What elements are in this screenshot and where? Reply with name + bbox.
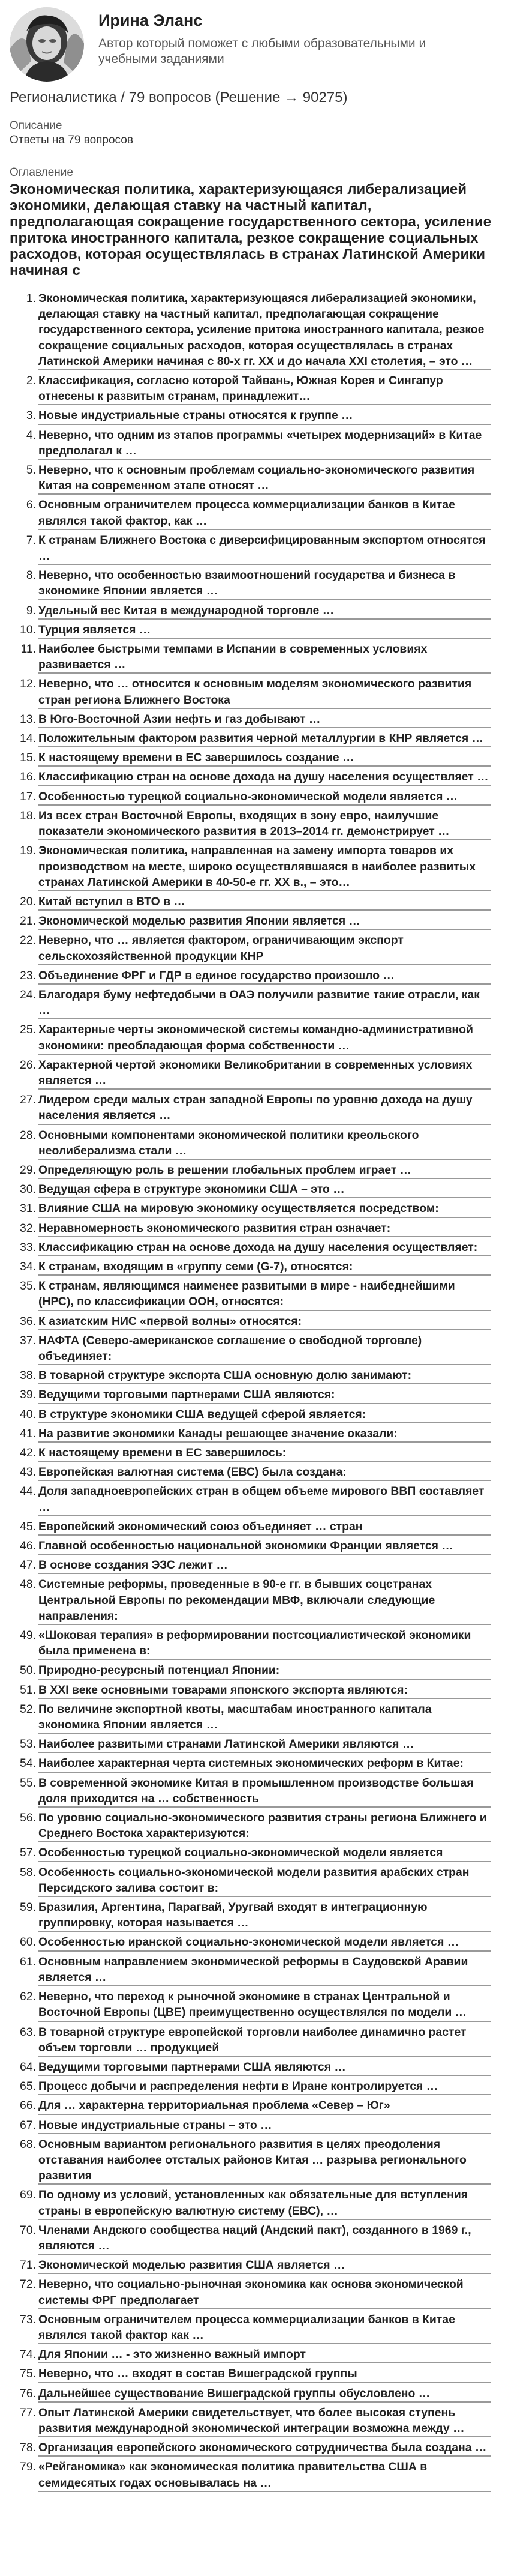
question-item[interactable] (20, 1201, 491, 1217)
question-link[interactable]: К странам, являющимся наименее развитыми в мире - наибеднейшими (НРС), по классификации ООН, относятся: (38, 1278, 491, 1311)
author-name[interactable]: Ирина Эланс (98, 11, 203, 29)
question-number: 58. (20, 1865, 36, 1879)
question-item[interactable] (20, 1445, 491, 1462)
question-number: 44. (20, 1485, 36, 1498)
question-link[interactable]: Неверно, что к основным проблемам социально-экономического развития Китая на современном этапе относят … (38, 462, 491, 495)
question-link[interactable]: Опыт Латинской Америки свидетельствует, что более высокая ступень развития международной экономической интеграции возможна между … (38, 2405, 491, 2437)
question-number: 6. (26, 498, 36, 512)
question-item[interactable] (20, 1538, 491, 1555)
question-link[interactable]: Основным ограничителем процесса коммерциализации банков в Китае являлся такой фактор как … (38, 2312, 491, 2344)
question-item[interactable] (20, 2059, 491, 2076)
question-link[interactable]: Основным вариантом регионального развития в целях преодоления отставания наиболее отсталых районов Китая … разрыва регионального развития (38, 2137, 491, 2185)
question-item[interactable] (20, 1278, 491, 1311)
question-item[interactable] (20, 1162, 491, 1179)
question-item[interactable] (20, 2257, 491, 2274)
question-link[interactable]: По уровню социально-экономического развития страны региона Ближнего и Среднего Востока характеризуются: (38, 1810, 491, 1842)
question-number: 53. (20, 1737, 36, 1751)
question-link[interactable]: В основе создания ЭЗС лежит … (38, 1557, 491, 1574)
question-number: 56. (20, 1811, 36, 1825)
question-number: 17. (20, 789, 36, 803)
question-item[interactable] (20, 932, 491, 965)
question-item[interactable] (20, 1775, 491, 1808)
avatar[interactable] (10, 7, 84, 82)
question-number: 68. (20, 2137, 36, 2151)
question-link[interactable]: Наиболее характерная черта системных экономических реформ в Китае: (38, 1755, 491, 1772)
question-item[interactable] (20, 1259, 491, 1276)
question-number: 52. (20, 1702, 36, 1716)
question-link[interactable]: Благодаря буму нефтедобычи в ОАЭ получили развитие такие отрасли, как … (38, 987, 491, 1019)
question-link[interactable]: Неверно, что … относится к основным моделям экономического развития стран региона Ближнего Востока (38, 676, 491, 708)
question-number: 70. (20, 2223, 36, 2237)
question-number: 19. (20, 844, 36, 858)
question-number: 72. (20, 2278, 36, 2291)
question-item[interactable] (20, 2405, 491, 2437)
question-link[interactable]: Китай вступил в ВТО в … (38, 894, 491, 911)
question-link[interactable]: Экономическая политика, характеризующаяся либерализацией экономики, делающая ставку на частный капитал, предполагающая сокращение государственного сектора, усиление притока иностранного капитала, резкое сокращение социальных расходов, которая осуществлялась в странах Латинской Америки начиная с 80-х гг. ХХ и до начала XXI столетия, – это … (38, 291, 491, 370)
question-item[interactable] (26, 603, 491, 620)
question-item[interactable] (20, 2024, 491, 2057)
question-item[interactable] (20, 641, 491, 674)
question-number: 25. (20, 1023, 36, 1037)
question-link[interactable]: Характерные черты экономической системы командно-административной экономики: преобладающая форма собственности … (38, 1022, 491, 1054)
description-value: Ответы на 79 вопросов (10, 134, 133, 146)
question-number: 47. (20, 1558, 36, 1572)
question-item[interactable] (20, 894, 491, 911)
question-number: 65. (20, 2080, 36, 2093)
question-item[interactable] (20, 2078, 491, 2095)
question-item[interactable] (20, 2459, 491, 2491)
question-item[interactable] (26, 427, 491, 460)
question-number: 9. (26, 603, 36, 617)
question-number: 75. (20, 2367, 36, 2381)
question-number: 7. (26, 533, 36, 547)
question-number: 46. (20, 1539, 36, 1553)
question-link[interactable]: Европейская валютная система (ЕВС) была создана: (38, 1464, 491, 1481)
author-info (98, 7, 434, 67)
question-link[interactable]: В XXI веке основными товарами японского экспорта являются: (38, 1682, 491, 1699)
question-item[interactable] (20, 1368, 491, 1384)
question-item[interactable] (20, 676, 491, 708)
question-number: 34. (20, 1259, 36, 1273)
question-item[interactable] (26, 291, 491, 370)
question-link[interactable]: В структуре экономики США ведущей сферой является: (38, 1407, 491, 1423)
question-item[interactable] (20, 1576, 491, 1625)
question-link[interactable]: Особенность социально-экономической модели развития арабских стран Персидского залива состоит в: (38, 1865, 491, 1897)
question-number: 32. (20, 1221, 36, 1235)
questions-list (10, 291, 491, 2492)
question-item[interactable] (20, 2222, 491, 2255)
question-number: 20. (20, 894, 36, 908)
avatar-portrait-icon (10, 7, 84, 82)
question-number: 76. (20, 2386, 36, 2400)
question-link[interactable]: Экономической моделью развития Японии является … (38, 913, 491, 930)
question-link[interactable]: Особенностью турецкой социально-экономической модели является … (38, 789, 491, 806)
question-link[interactable]: Ведущая сфера в структуре экономики США – это … (38, 1181, 491, 1198)
question-number: 16. (20, 770, 36, 784)
question-item[interactable] (20, 1387, 491, 1404)
question-link[interactable]: Неверно, что … входят в состав Вишеградской группы (38, 2366, 491, 2383)
question-link[interactable]: Наиболее быстрыми темпами в Испании в современных условиях развивается … (38, 641, 491, 674)
question-link[interactable]: Объединение ФРГ и ГДР в единое государство произошло … (38, 968, 491, 985)
question-link[interactable]: Влияние США на мировую экономику осуществляется посредством: (38, 1201, 491, 1217)
question-link[interactable]: Основными компонентами экономической политики креольского неолиберализма стали … (38, 1127, 491, 1160)
question-link[interactable]: Системные реформы, проведенные в 90-е гг. в бывших соцстранах Центральной Европы по рекомендации МВФ, включали следующие направления: (38, 1576, 491, 1625)
question-link[interactable]: Экономическая политика, направленная на замену импорта товаров их производством на месте, широко осуществлявшаяся в наиболее развитых странах Латинской Америки в 40-50-е гг. ХХ в., – это… (38, 843, 491, 891)
question-link[interactable]: Основным направлением экономической реформы в Саудовской Аравии является … (38, 1954, 491, 1986)
question-link[interactable]: Особенностью иранской социально-экономической модели является … (38, 1934, 491, 1951)
question-number: 37. (20, 1333, 36, 1347)
question-number: 31. (20, 1202, 36, 1216)
question-item[interactable] (20, 913, 491, 930)
question-number: 48. (20, 1578, 36, 1591)
question-link[interactable]: Неверно, что социально-рыночная экономика как основа экономической системы ФРГ предполагает (38, 2276, 491, 2309)
question-link[interactable]: Для … характерна территориальная проблема «Север – Юг» (38, 2098, 491, 2114)
question-item[interactable] (20, 1755, 491, 1772)
question-item[interactable] (20, 2366, 491, 2383)
question-item[interactable] (20, 1865, 491, 1897)
question-item[interactable] (26, 532, 491, 565)
question-number: 54. (20, 1757, 36, 1770)
question-number: 35. (20, 1279, 36, 1293)
question-number: 27. (20, 1093, 36, 1107)
question-number: 1. (26, 292, 36, 305)
question-item[interactable] (20, 1483, 491, 1516)
question-number: 43. (20, 1465, 36, 1479)
question-link[interactable]: Определяющую роль в решении глобальных проблем играет … (38, 1162, 491, 1179)
question-number: 59. (20, 1901, 36, 1914)
question-number: 66. (20, 2099, 36, 2113)
question-number: 8. (26, 569, 36, 582)
description-label: Описание (10, 119, 62, 132)
question-link[interactable]: К настоящему времени в ЕС завершилось: (38, 1445, 491, 1462)
question-item[interactable] (20, 2347, 491, 2363)
question-number: 67. (20, 2118, 36, 2132)
question-number: 10. (20, 623, 36, 636)
question-item[interactable] (20, 1127, 491, 1160)
question-link[interactable]: Ведущими торговыми партнерами США являются: (38, 1387, 491, 1404)
question-number: 36. (20, 1314, 36, 1328)
question-item[interactable] (20, 1519, 491, 1536)
question-link[interactable]: Положительным фактором развития черной металлургии в КНР является … (38, 731, 491, 747)
question-item[interactable] (20, 1954, 491, 1986)
question-item[interactable] (20, 2440, 491, 2457)
question-item[interactable] (20, 843, 491, 891)
question-item[interactable] (20, 711, 491, 728)
question-link[interactable]: Ведущими торговыми партнерами США являются … (38, 2059, 491, 2076)
question-number: 18. (20, 809, 36, 822)
question-item[interactable] (20, 1682, 491, 1699)
question-number: 64. (20, 2060, 36, 2074)
question-link[interactable]: Удельный вес Китая в международной торговле … (38, 603, 491, 620)
question-link[interactable]: Новые индустриальные страны – это … (38, 2117, 491, 2134)
question-link[interactable]: В товарной структуре европейской торговли наиболее динамично растет объем торговли … продукцией (38, 2024, 491, 2057)
question-link[interactable]: Турция является … (38, 622, 491, 639)
question-item[interactable] (20, 1181, 491, 1198)
question-link[interactable]: Неверно, что одним из этапов программы «четырех модернизаций» в Китае предполагал к … (38, 427, 491, 460)
question-number: 29. (20, 1163, 36, 1177)
question-number: 78. (20, 2441, 36, 2455)
question-number: 33. (20, 1240, 36, 1254)
question-link[interactable]: Неравномерность экономического развития стран означает: (38, 1220, 491, 1237)
question-number: 50. (20, 1664, 36, 1677)
question-item[interactable] (20, 1022, 491, 1054)
author-description: Автор который поможет с любыми образовательными и учебными заданиями (98, 37, 426, 66)
question-link[interactable]: Неверно, что … является фактором, ограничивающим экспорт сельскохозяйственной продукции КНР (38, 932, 491, 965)
question-number: 15. (20, 751, 36, 765)
question-item[interactable] (20, 1627, 491, 1660)
question-item[interactable] (20, 1845, 491, 1862)
question-number: 40. (20, 1407, 36, 1421)
question-link[interactable]: В современной экономике Китая в промышленном производстве большая доля приходится на … собственность (38, 1775, 491, 1808)
question-number: 77. (20, 2406, 36, 2419)
question-number: 21. (20, 914, 36, 928)
question-item[interactable] (26, 497, 491, 529)
page-title: Экономическая политика, характеризующаяся либерализацией экономики, делающая ставку на частный капитал, предполагающая сокращение государственного сектора, усиление притока иностранного капитала, резкое сокращение социальных расходов, которая осуществлялась в странах Латинской Америки начиная с (10, 181, 491, 279)
question-link[interactable]: Наиболее развитыми странами Латинской Америки являются … (38, 1736, 491, 1753)
question-link[interactable]: Процесс добычи и распределения нефти в Иране контролируется … (38, 2078, 491, 2095)
question-link[interactable]: Особенностью турецкой социально-экономической модели является (38, 1845, 491, 1862)
question-item[interactable] (20, 1333, 491, 1365)
question-number: 22. (20, 934, 36, 947)
question-item[interactable] (20, 1220, 491, 1237)
question-number: 11. (20, 642, 36, 656)
question-number: 41. (20, 1426, 36, 1440)
question-item[interactable] (20, 1557, 491, 1574)
question-link[interactable]: По величине экспортной квоты, масштабам иностранного капитала экономика Японии является … (38, 1701, 491, 1734)
question-number: 39. (20, 1388, 36, 1402)
question-number: 3. (26, 409, 36, 423)
question-item[interactable] (20, 2098, 491, 2114)
question-number: 23. (20, 968, 36, 982)
question-item[interactable] (20, 750, 491, 767)
question-link[interactable]: Новые индустриальные страны относятся к группе … (38, 408, 491, 424)
question-number: 28. (20, 1128, 36, 1142)
question-item[interactable] (26, 462, 491, 495)
question-number: 12. (20, 677, 36, 691)
question-item[interactable] (26, 408, 491, 424)
question-number: 60. (20, 1935, 36, 1949)
question-link[interactable]: Членами Андского сообщества наций (Андский пакт), созданного в 1969 г., являются … (38, 2222, 491, 2255)
question-number: 49. (20, 1629, 36, 1642)
question-link[interactable]: Из всех стран Восточной Европы, входящих в зону евро, наилучшие показатели экономического развития в 2013–2014 гг. демонстрирует … (38, 808, 491, 840)
question-item[interactable] (20, 2117, 491, 2134)
question-item[interactable] (20, 789, 491, 806)
question-number: 42. (20, 1446, 36, 1459)
question-link[interactable]: По одному из условий, установленных как обязательные для вступления страны в европейскую валютную систему (ЕВС), … (38, 2187, 491, 2219)
question-link[interactable]: Организация европейского экономического сотрудничества была создана … (38, 2440, 491, 2457)
question-number: 14. (20, 732, 36, 746)
question-number: 51. (20, 1683, 36, 1697)
question-number: 55. (20, 1776, 36, 1790)
question-item[interactable] (20, 1426, 491, 1443)
question-number: 71. (20, 2258, 36, 2272)
question-number: 24. (20, 988, 36, 1001)
question-item[interactable] (20, 1810, 491, 1842)
question-link[interactable]: К странам Ближнего Востока с диверсифицированным экспортом относятся … (38, 532, 491, 565)
question-item[interactable] (20, 808, 491, 840)
question-item[interactable] (20, 769, 491, 786)
question-item[interactable] (20, 1989, 491, 2021)
question-number: 61. (20, 1955, 36, 1968)
question-link[interactable]: К настоящему времени в ЕС завершилось создание … (38, 750, 491, 767)
question-item[interactable] (20, 1662, 491, 1679)
question-number: 38. (20, 1369, 36, 1383)
question-number: 45. (20, 1519, 36, 1533)
toc-label: Оглавление (10, 166, 73, 179)
question-number: 73. (20, 2312, 36, 2326)
question-link[interactable]: Неверно, что особенностью взаимоотношений государства и бизнеса в экономике Японии является … (38, 567, 491, 600)
question-link[interactable]: Дальнейшее существование Вишеградской группы обусловлено … (38, 2386, 491, 2403)
question-link[interactable]: Классификацию стран на основе дохода на душу населения осуществляет … (38, 769, 491, 786)
question-link[interactable]: «Шоковая терапия» в реформировании постсоциалистической экономики была применена в: (38, 1627, 491, 1660)
question-item[interactable] (20, 1899, 491, 1932)
question-item[interactable] (20, 731, 491, 747)
question-item[interactable] (20, 2276, 491, 2309)
question-item[interactable] (20, 1701, 491, 1734)
question-number: 57. (20, 1846, 36, 1860)
question-item[interactable] (20, 1240, 491, 1256)
question-link[interactable]: Классификация, согласно которой Тайвань, Южная Корея и Сингапур отнесены к развитым странам, принадлежит… (38, 373, 491, 405)
question-item[interactable] (20, 1092, 491, 1124)
question-item[interactable] (20, 2137, 491, 2185)
question-link[interactable]: В Юго-Восточной Азии нефть и газ добывают … (38, 711, 491, 728)
question-link[interactable]: Для Японии … - это жизненно важный импорт (38, 2347, 491, 2363)
question-item[interactable] (20, 987, 491, 1019)
question-link[interactable]: В товарной структуре экспорта США основную долю занимают: (38, 1368, 491, 1384)
question-link[interactable]: К странам, входящим в «группу семи (G-7), относятся: (38, 1259, 491, 1276)
question-link[interactable]: Экономической моделью развития США является … (38, 2257, 491, 2274)
question-link[interactable]: На развитие экономики Канады решающее значение оказали: (38, 1426, 491, 1443)
question-number: 62. (20, 1990, 36, 2004)
question-link[interactable]: НАФТА (Северо-американское соглашение о свободной торговле) объединяет: (38, 1333, 491, 1365)
question-item[interactable] (20, 2386, 491, 2403)
question-link[interactable]: Лидером среди малых стран западной Европы по уровню дохода на душу населения является … (38, 1092, 491, 1124)
question-link[interactable]: Характерной чертой экономики Великобритании в современных условиях является … (38, 1057, 491, 1090)
question-link[interactable]: Природно-ресурсный потенциал Японии: (38, 1662, 491, 1679)
question-link[interactable]: Классификацию стран на основе дохода на душу населения осуществляет: (38, 1240, 491, 1256)
question-number: 26. (20, 1058, 36, 1072)
breadcrumb: Регионалистика / 79 вопросов (Решение → 90275) (10, 89, 348, 106)
question-item[interactable] (20, 1407, 491, 1423)
question-number: 5. (26, 463, 36, 477)
question-number: 79. (20, 2460, 36, 2474)
question-link[interactable]: «Рейганомика» как экономическая политика правительства США в семидесятых годах основывалась на … (38, 2459, 491, 2491)
question-number: 13. (20, 712, 36, 726)
question-item[interactable] (20, 968, 491, 985)
question-number: 74. (20, 2348, 36, 2362)
author-card (10, 0, 491, 84)
question-link[interactable]: Европейский экономический союз объединяет … стран (38, 1519, 491, 1536)
question-item[interactable] (26, 373, 491, 405)
question-number: 69. (20, 2188, 36, 2202)
question-item[interactable] (20, 2187, 491, 2219)
question-item[interactable] (20, 1736, 491, 1753)
question-number: 30. (20, 1183, 36, 1196)
question-link[interactable]: Основным ограничителем процесса коммерциализации банков в Китае являлся такой фактор, как … (38, 497, 491, 529)
question-item[interactable] (26, 567, 491, 600)
question-item[interactable] (20, 1057, 491, 1090)
question-link[interactable]: Неверно, что переход к рыночной экономике в странах Центральной и Восточной Европы (ЦВЕ) преимущественно осуществлялся по модели … (38, 1989, 491, 2021)
question-item[interactable] (20, 622, 491, 639)
question-link[interactable]: К азиатским НИС «первой волны» относятся: (38, 1314, 491, 1330)
question-item[interactable] (20, 2312, 491, 2344)
question-item[interactable] (20, 1314, 491, 1330)
question-link[interactable]: Бразилия, Аргентина, Парагвай, Уругвай входят в интеграционную группировку, которая называется … (38, 1899, 491, 1932)
question-item[interactable] (20, 1934, 491, 1951)
question-link[interactable]: Доля западноевропейских стран в общем объеме мирового ВВП составляет … (38, 1483, 491, 1516)
question-item[interactable] (20, 1464, 491, 1481)
question-number: 63. (20, 2025, 36, 2039)
question-link[interactable]: Главной особенностью национальной экономики Франции является … (38, 1538, 491, 1555)
question-number: 2. (26, 374, 36, 388)
question-number: 4. (26, 428, 36, 442)
